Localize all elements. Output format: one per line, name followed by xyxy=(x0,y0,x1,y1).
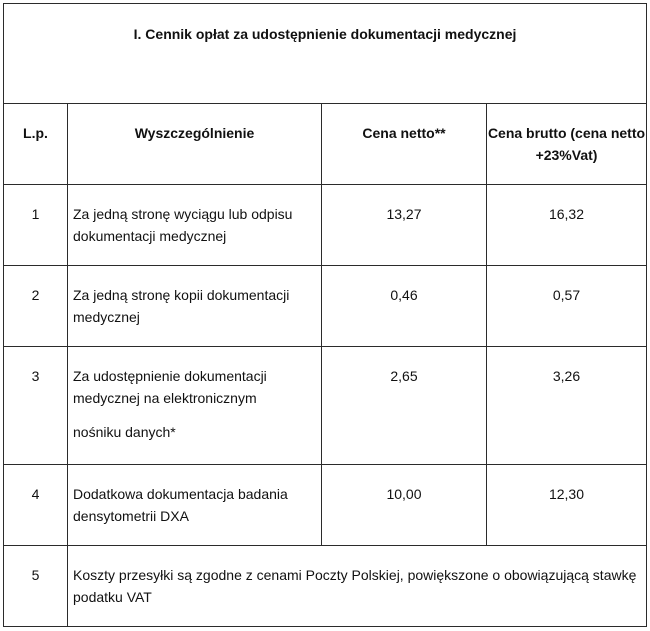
row-description: Dodatkowa dokumentacja badania densytometrii DXA xyxy=(68,465,322,546)
row-net-price: 0,46 xyxy=(322,266,487,347)
table-title-text: I. Cennik opłat za udostępnienie dokumentacji medycznej xyxy=(133,26,517,42)
title-row xyxy=(4,4,647,104)
table-row xyxy=(4,465,647,546)
row-description: Za jedną stronę kopii dokumentacji medycznej xyxy=(68,266,322,347)
row-number: 4 xyxy=(4,465,68,546)
row-gross-price: 3,26 xyxy=(487,347,647,465)
row-net-price: 10,00 xyxy=(322,465,487,546)
row-net-price: 2,65 xyxy=(322,347,487,465)
row-description: Za jedną stronę wyciągu lub odpisu dokumentacji medycznej xyxy=(68,185,322,266)
table-row xyxy=(4,266,647,347)
price-list-table xyxy=(3,3,647,627)
row-gross-price: 16,32 xyxy=(487,185,647,266)
table-title xyxy=(4,4,647,104)
row-description: Za udostępnienie dokumentacji medycznej na elektronicznym nośniku danych* xyxy=(68,347,322,465)
row-description-note: nośniku danych* xyxy=(73,424,176,440)
header-gross-price: Cena brutto (cena netto +23%Vat) xyxy=(487,104,647,185)
row-gross-price: 0,57 xyxy=(487,266,647,347)
header-row xyxy=(4,104,647,185)
row-gross-price: 12,30 xyxy=(487,465,647,546)
header-item: Wyszczególnienie xyxy=(68,104,322,185)
table-row xyxy=(4,546,647,627)
row-description: Koszty przesyłki są zgodne z cenami Poczty Polskiej, powiększone o obowiązującą stawkę podatku VAT xyxy=(68,546,647,627)
row-number: 3 xyxy=(4,347,68,465)
row-net-price: 13,27 xyxy=(322,185,487,266)
header-net-price: Cena netto** xyxy=(322,104,487,185)
table-row xyxy=(4,347,647,465)
header-lp: L.p. xyxy=(4,104,68,185)
row-number: 2 xyxy=(4,266,68,347)
row-number: 5 xyxy=(4,546,68,627)
table-row xyxy=(4,185,647,266)
row-number: 1 xyxy=(4,185,68,266)
